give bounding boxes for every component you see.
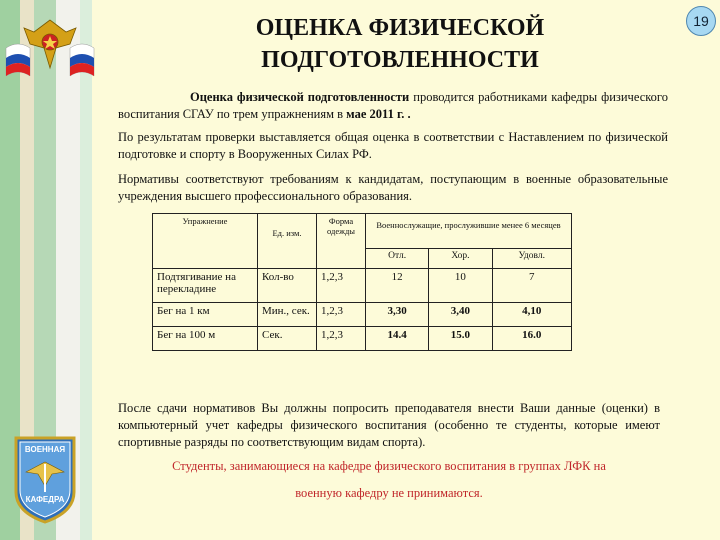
notice-line: военную кафедру не принимаются. bbox=[295, 486, 483, 500]
header-good: Хор. bbox=[429, 249, 492, 269]
header-satisfactory: Удовл. bbox=[492, 249, 571, 269]
cell-unit: Мин., сек. bbox=[258, 303, 317, 327]
header-unit: Ед. изм. bbox=[258, 214, 317, 269]
cell-excellent: 3,30 bbox=[366, 303, 429, 327]
standards-paragraph: Нормативы соответствуют требованиям к кандидатам, поступающим в военные образовательные учреждения высшего профессионального образования. bbox=[118, 172, 668, 203]
badge-text: КАФЕДРА bbox=[25, 495, 65, 504]
cell-excellent: 12 bbox=[366, 269, 429, 303]
cell-excellent: 14.4 bbox=[366, 327, 429, 351]
cell-good: 3,40 bbox=[429, 303, 492, 327]
assessment-paragraph: По результатам проверки выставляется общая оценка в соответствии с Наставлением по физической подготовке и спорту в Вооруженных Силах РФ. bbox=[118, 130, 668, 161]
standards-table bbox=[152, 213, 572, 351]
cell-satisfactory: 16.0 bbox=[492, 327, 571, 351]
cell-form: 1,2,3 bbox=[317, 327, 366, 351]
intro-text: проводится работниками кафедры физического воспитания СГАУ по трем упражнениям в bbox=[118, 90, 668, 121]
title-line: ОЦЕНКА ФИЗИЧЕСКОЙ bbox=[255, 15, 545, 41]
table-row bbox=[153, 303, 572, 327]
cell-exercise: Подтягивание на перекладине bbox=[153, 269, 258, 303]
intro-date: мае 2011 г. . bbox=[346, 107, 411, 121]
table-row bbox=[153, 327, 572, 351]
cell-exercise: Бег на 1 км bbox=[153, 303, 258, 327]
cell-satisfactory: 4,10 bbox=[492, 303, 571, 327]
table-row bbox=[153, 269, 572, 303]
cell-unit: Сек. bbox=[258, 327, 317, 351]
cell-unit: Кол-во bbox=[258, 269, 317, 303]
cell-good: 10 bbox=[429, 269, 492, 303]
cell-form: 1,2,3 bbox=[317, 269, 366, 303]
intro-paragraph bbox=[118, 89, 668, 123]
header-exercise: Упражнение bbox=[153, 214, 258, 269]
badge-text: ВОЕННАЯ bbox=[24, 445, 66, 454]
header-form: Форма одежды bbox=[317, 214, 366, 269]
page-number-badge: 19 bbox=[686, 6, 716, 36]
cell-exercise: Бег на 100 м bbox=[153, 327, 258, 351]
cell-satisfactory: 7 bbox=[492, 269, 571, 303]
flag-emblem-icon bbox=[4, 14, 96, 78]
cell-good: 15.0 bbox=[429, 327, 492, 351]
header-service: Военнослужащие, прослужившие менее 6 месяцев bbox=[366, 214, 572, 249]
page-title bbox=[150, 12, 650, 76]
title-line: ПОДГОТОВЛЕННОСТИ bbox=[261, 47, 539, 73]
notice-line: Студенты, занимающиеся на кафедре физического воспитания в группах ЛФК на bbox=[172, 459, 606, 473]
decor-stripe bbox=[80, 0, 92, 540]
military-department-badge-icon bbox=[12, 432, 78, 524]
header-excellent: Отл. bbox=[366, 249, 429, 269]
cell-form: 1,2,3 bbox=[317, 303, 366, 327]
instructions-paragraph: После сдачи нормативов Вы должны попросить преподавателя внести Ваши данные (оценки) в компьютерный учет кафедры физического воспитания (особенно те студенты, которые имеют спортивные разряды по соответствующим видам спорта). bbox=[118, 401, 660, 449]
intro-bold: Оценка физической подготовленности bbox=[190, 90, 410, 104]
